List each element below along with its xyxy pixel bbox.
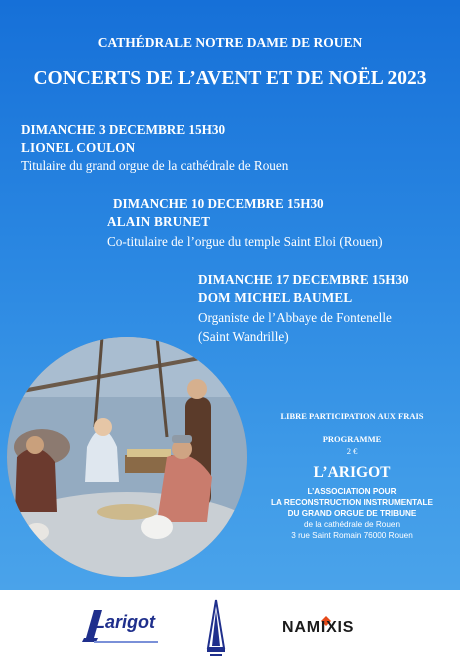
namixis-logo-text: NAMIXIS — [282, 619, 355, 636]
concert-1-performer: LIONEL COULON — [21, 140, 136, 155]
org-desc-line4: de la cathédrale de Rouen — [303, 520, 401, 529]
org-name: L’ARIGOT — [313, 464, 391, 481]
concert-2-performer: ALAIN BRUNET — [107, 214, 211, 229]
org-desc-line2: LA RECONSTRUCTION INSTRUMENTALE — [271, 498, 433, 507]
concert-1-date: DIMANCHE 3 DECEMBRE 15H30 — [21, 122, 226, 137]
larigot-logo-text: Larigot — [94, 612, 155, 632]
concert-2-date: DIMANCHE 10 DECEMBRE 15H30 — [113, 196, 324, 211]
nativity-scene-illustration — [7, 337, 247, 577]
concert-2-description: Co-titulaire de l’orgue du temple Saint Eloi (Rouen) — [107, 234, 383, 249]
concert-3-description-line1: Organiste de l’Abbaye de Fontenelle — [198, 310, 392, 325]
concert-3-performer: DOM MICHEL BAUMEL — [198, 290, 353, 305]
org-desc-line3: DU GRAND ORGUE DE TRIBUNE — [287, 509, 417, 518]
event-title: CONCERTS DE L’AVENT ET DE NOËL 2023 — [33, 68, 427, 89]
org-desc-line5: 3 rue Saint Romain 76000 Rouen — [291, 531, 413, 540]
concert-3-date: DIMANCHE 17 DECEMBRE 15H30 — [198, 272, 409, 287]
concert-1-description: Titulaire du grand orgue de la cathédrale de Rouen — [21, 158, 289, 173]
footer-logos — [0, 590, 460, 670]
cathedral-spire-logo-icon — [198, 598, 234, 662]
programme-price: 2 € — [346, 446, 358, 456]
programme-label: PROGRAMME — [322, 434, 382, 444]
venue-title: CATHÉDRALE NOTRE DAME DE ROUEN — [97, 35, 363, 50]
org-desc-line1: L’ASSOCIATION POUR — [307, 487, 397, 496]
participation-text: LIBRE PARTICIPATION AUX FRAIS — [280, 411, 424, 421]
concert-3-description-line2: (Saint Wandrille) — [198, 329, 289, 344]
nativity-scene-photo — [7, 337, 247, 577]
